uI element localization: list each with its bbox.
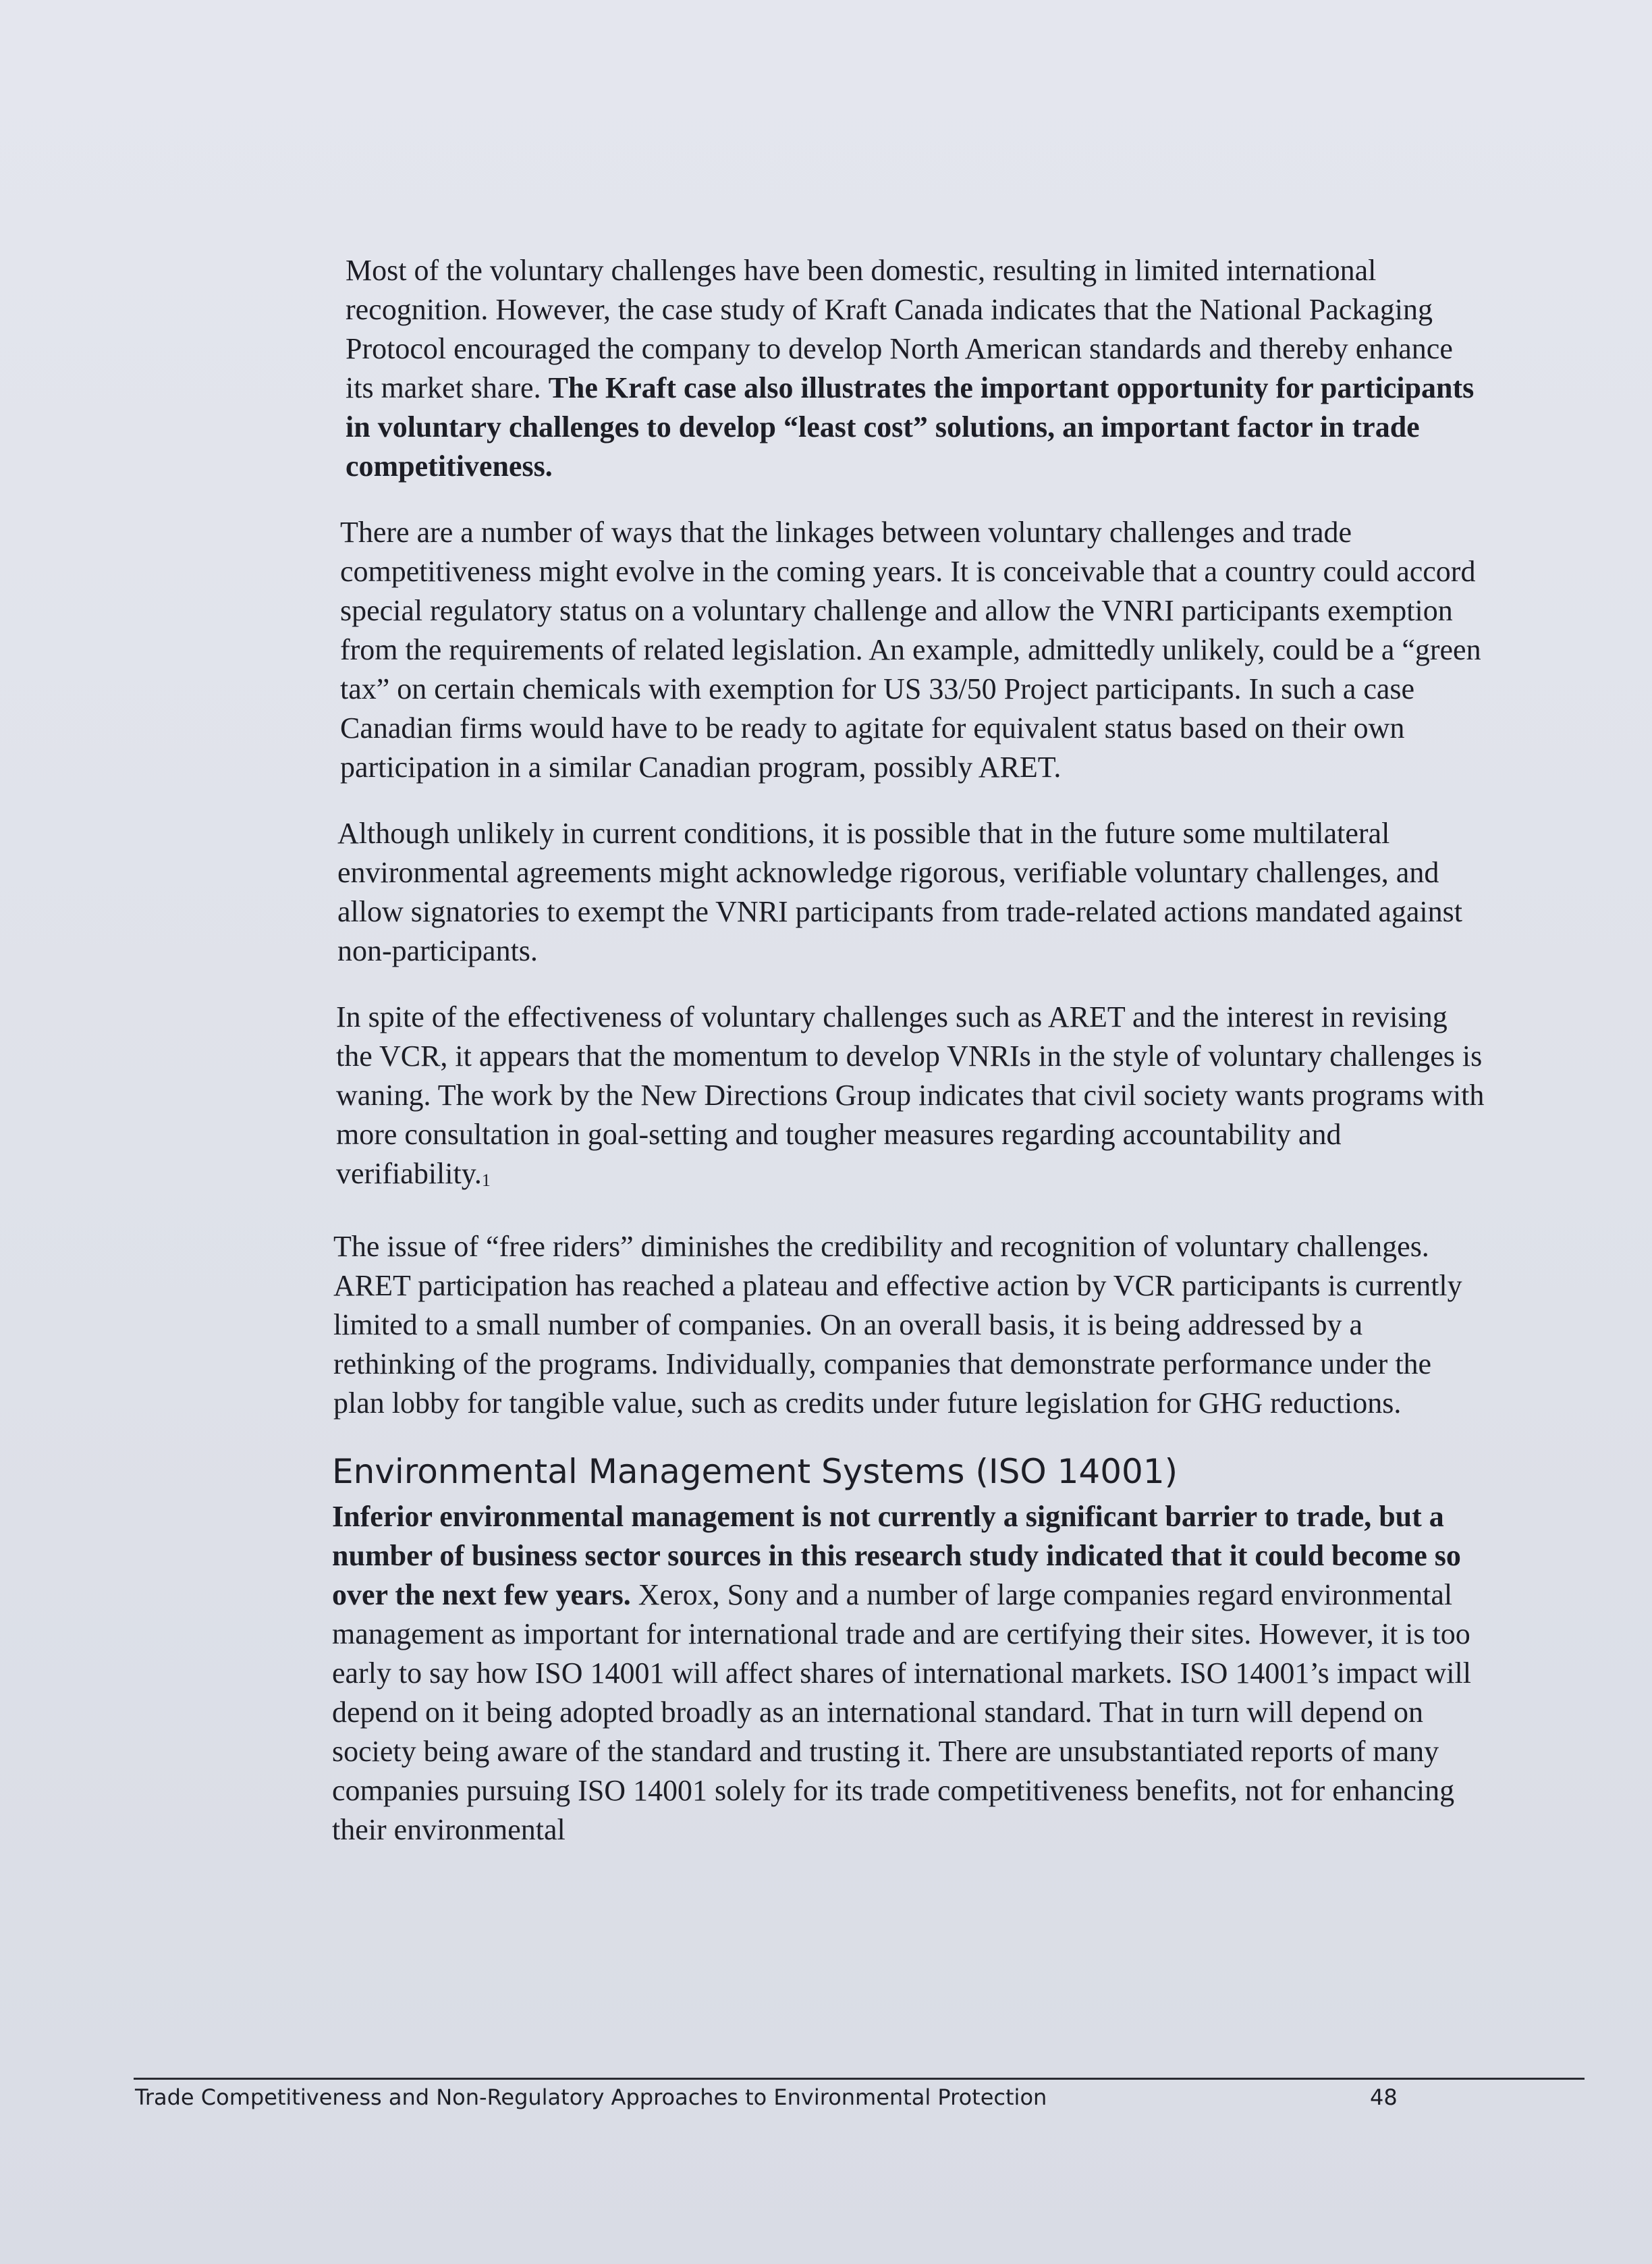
paragraph-3 [337, 814, 1486, 971]
paragraph-4-text: In spite of the effectiveness of voluntary challenges such as ARET and the interest in revising the VCR, it appears that the momentum to develop VNRIs in the style of voluntary challenges is waning. The work by the New Directions Group indicates that civil society wants programs with more consultation in goal-setting and tougher measures regarding accountability and verifiability. [336, 1000, 1485, 1190]
body-text [332, 251, 1486, 1877]
footnote-marker: 1 [481, 1170, 491, 1190]
paragraph-3-text: Although unlikely in current conditions, it is possible that in the future some multilateral environmental agreements might acknowledge rigorous, verifiable voluntary challenges, and allow signatories to exempt the VNRI participants from trade-related actions mandated against non-participants. [337, 817, 1462, 967]
paragraph-1 [346, 251, 1486, 486]
section-paragraph [332, 1497, 1486, 1850]
paragraph-5 [333, 1227, 1486, 1423]
section-heading: Environmental Management Systems (ISO 14001) [332, 1452, 1178, 1491]
paragraph-1-bold: The Kraft case also illustrates the important opportunity for participants in voluntary challenges to develop “least cost” solutions, an important factor in trade competitiveness. [346, 371, 1475, 483]
paragraph-2 [340, 513, 1486, 787]
footer-title: Trade Competitiveness and Non-Regulatory Approaches to Environmental Protection [135, 2084, 1047, 2110]
section-paragraph-text: Xerox, Sony and a number of large companies regard environmental management as important for international trade and are certifying their sites. However, it is too early to say how ISO 14001 will affect shares of international markets. ISO 14001’s impact will depend on it being adopted broadly as an international standard. That in turn will depend on society being aware of the standard and trusting it. There are unsubstantiated reports of many companies pursuing ISO 14001 solely for its trade competitiveness benefits, not for enhancing their environmental [332, 1578, 1471, 1846]
paragraph-2-text: There are a number of ways that the linkages between voluntary challenges and trade competitiveness might evolve in the coming years. It is conceivable that a country could accord special regulatory status on a voluntary challenge and allow the VNRI participants exemption from the requirements of related legislation. An example, admittedly unlikely, could be a “green tax” on certain chemicals with exemption for US 33/50 Project participants. In such a case Canadian firms would have to be ready to agitate for equivalent status based on their own participation in a similar Canadian program, possibly ARET. [340, 516, 1481, 784]
footer-divider [134, 2078, 1585, 2080]
paragraph-4 [336, 998, 1486, 1200]
paragraph-5-text: The issue of “free riders” diminishes the credibility and recognition of voluntary challenges. ARET participation has reached a plateau and effective action by VCR participants is currently limited to a small number of companies. On an overall basis, it is being addressed by a rethinking of the programs. Individually, companies that demonstrate performance under the plan lobby for tangible value, such as credits under future legislation for GHG reductions. [333, 1230, 1462, 1420]
section-paragraph-bold: Inferior environmental management is not currently a significant barrier to trade, but a number of business sector sources in this research study indicated that it could become so over the next few years. [332, 1500, 1461, 1611]
paragraph-1-text: Most of the voluntary challenges have been domestic, resulting in limited international recognition. However, the case study of Kraft Canada indicates that the National Packaging Protocol encouraged the company to develop North American standards and thereby enhance its market share. [346, 254, 1453, 404]
page-number: 48 [1370, 2084, 1398, 2110]
